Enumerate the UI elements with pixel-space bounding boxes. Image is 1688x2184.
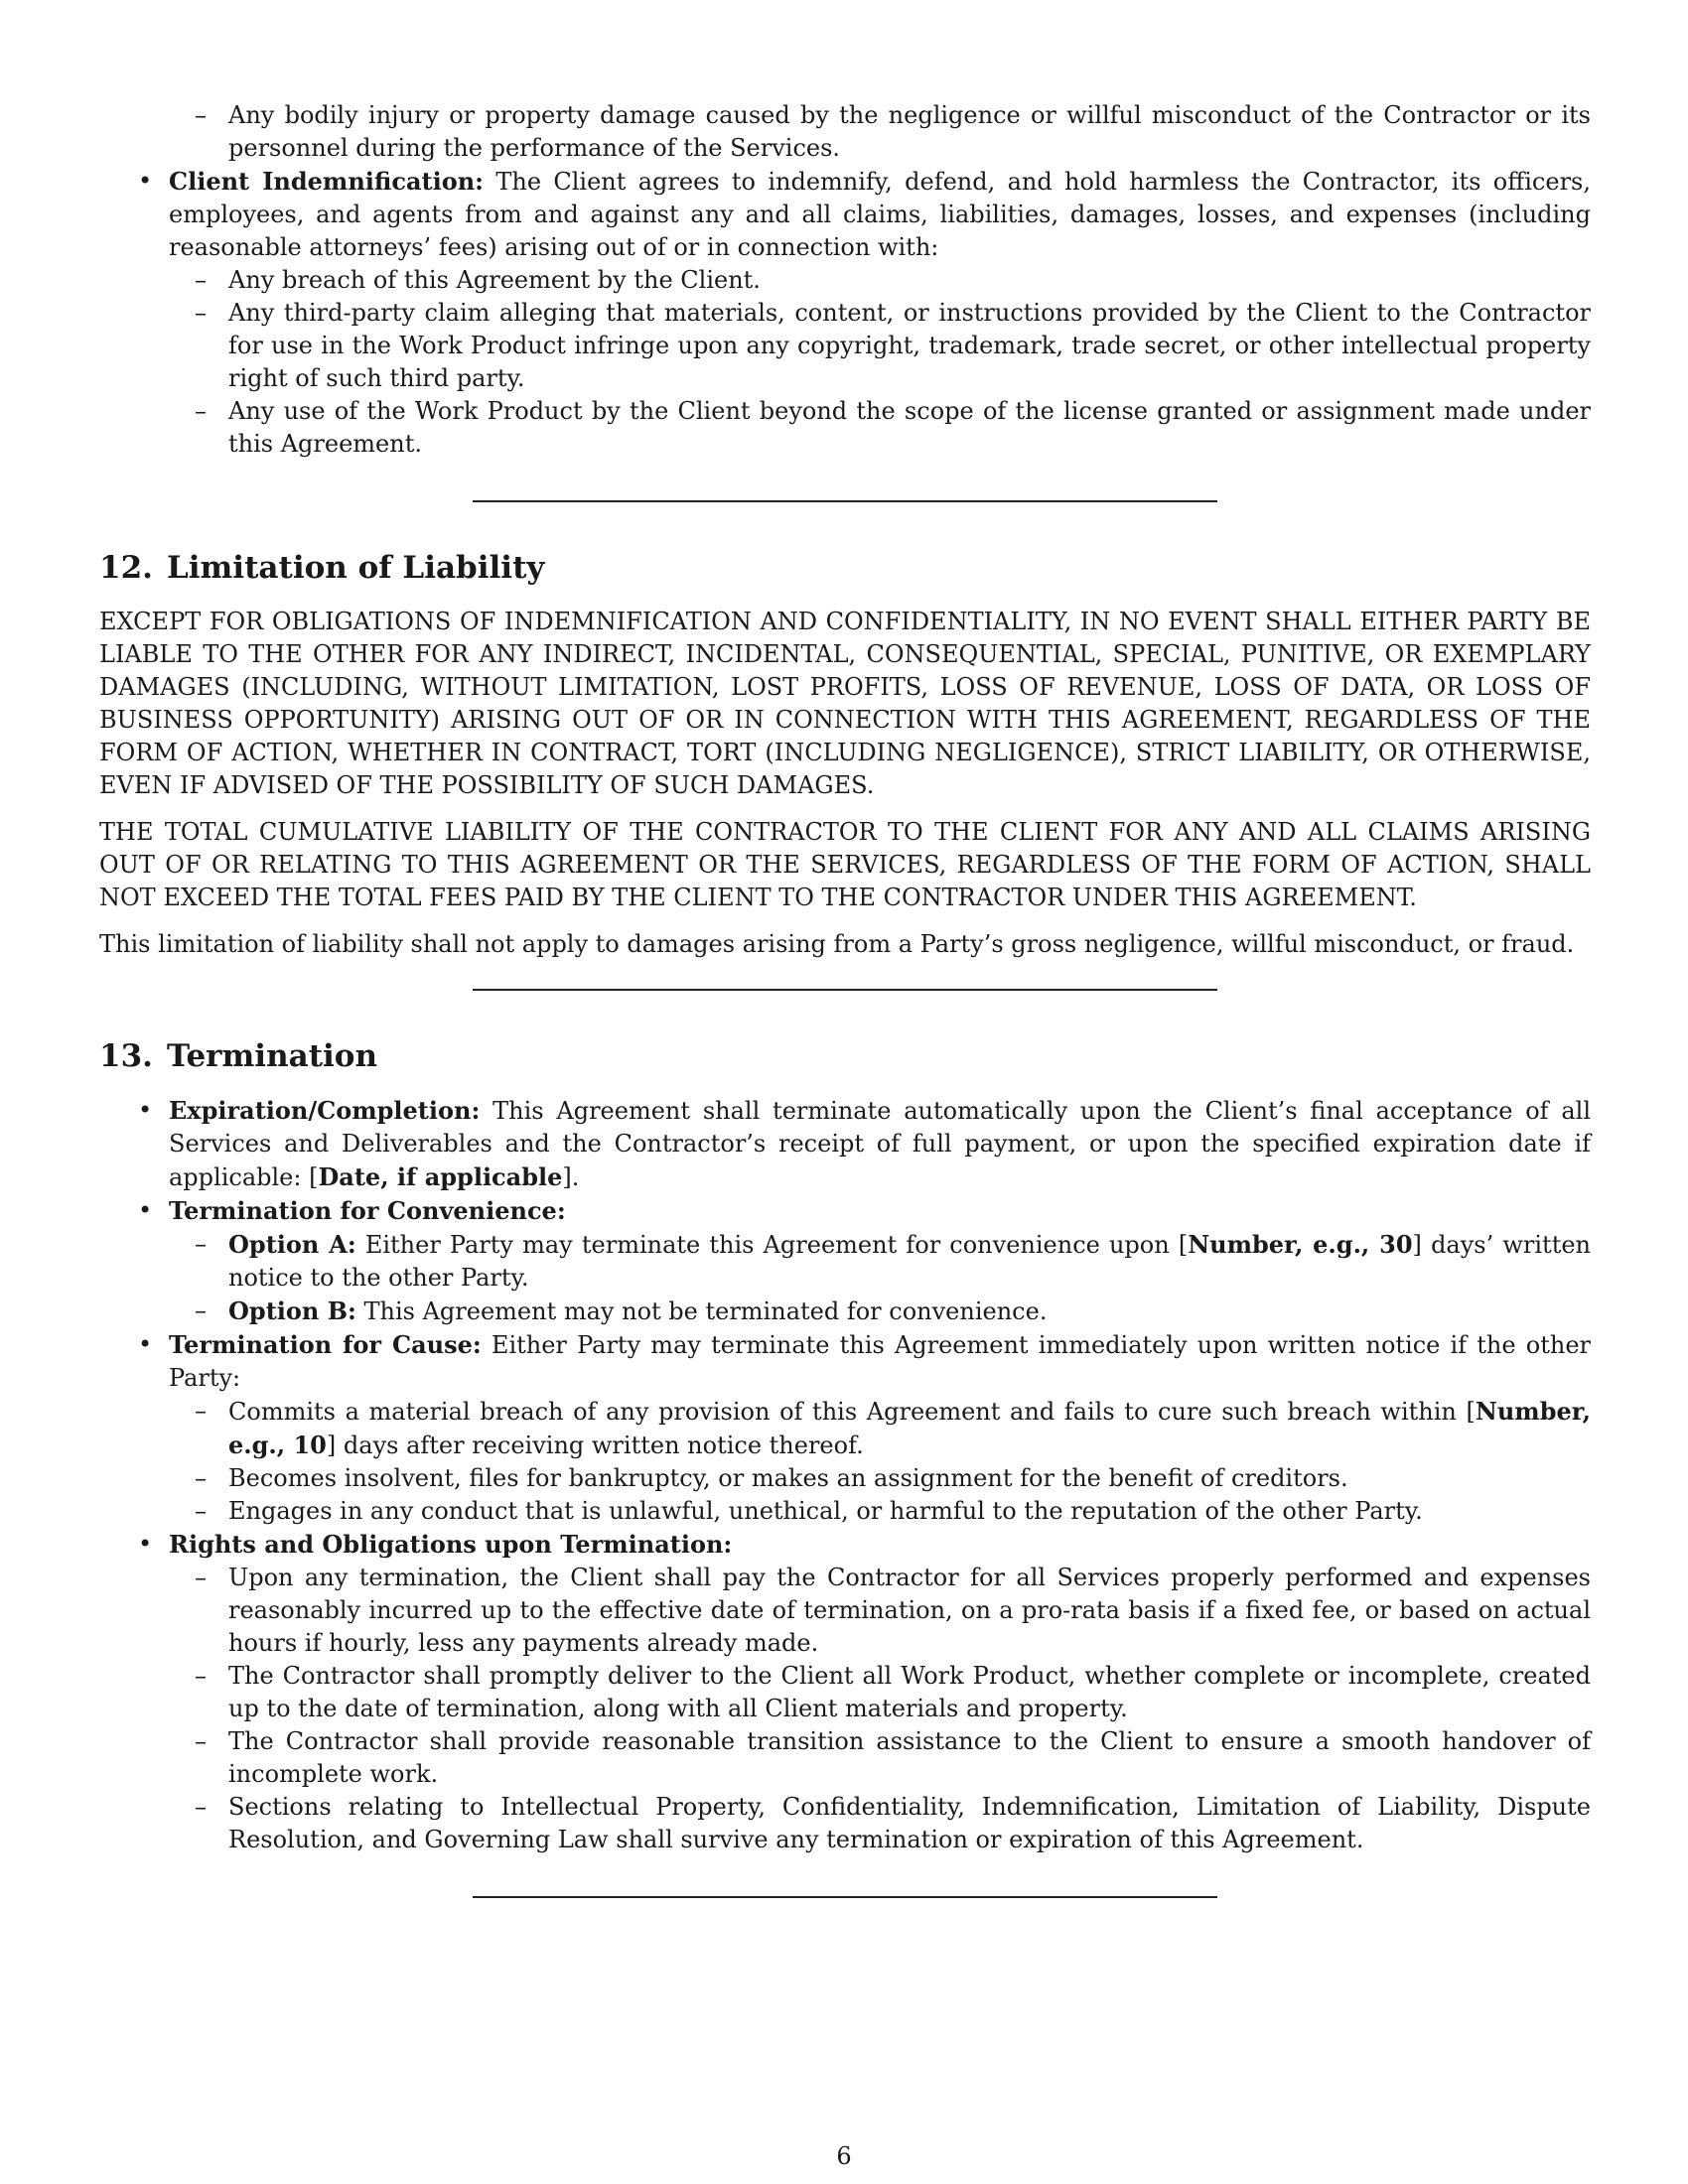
item-label: Termination for Convenience: [169, 1196, 566, 1225]
paragraph: EXCEPT FOR OBLIGATIONS OF INDEMNIFICATION AND CONFIDENTIALITY, IN NO EVENT SHALL EITHER PARTY BE LIABLE TO THE OTHER FOR ANY INDIRECT, INCIDENTAL, CONSEQUENTIAL, SPECIAL, PUNITIVE, OR EXEMPLARY DAMAGES (INCLUDING, WITHOUT LIMITATION, LOST PROFITS, LOSS OF REVENUE, LOSS OF DATA, OR LOSS OF BUSINESS OPPORTUNITY) ARISING OUT OF OR IN CONNECTION WITH THIS AGREEMENT, REGARDLESS OF THE FORM OF ACTION, WHETHER IN CONTRACT, TORT (INCLUDING NEGLIGENCE), STRICT LIABILITY, OR OTHERWISE, EVEN IF ADVISED OF THE POSSIBILITY OF SUCH DAMAGES. [99, 608, 1591, 799]
list-item-text: The Contractor shall promptly deliver to the Client all Work Product, whether complete or incomplete, created up to the date of termination, along with all Client materials and property. [228, 1662, 1591, 1722]
rights-item [99, 1528, 1591, 1856]
dash-marker: – [195, 1727, 207, 1755]
dash-marker: – [195, 397, 207, 425]
placeholder-text: Number, e.g., 30 [1188, 1230, 1413, 1259]
bullet-marker: • [138, 1530, 153, 1558]
rights-sublist [169, 1562, 1591, 1856]
item-label: Expiration/Completion: [169, 1096, 481, 1125]
list-item [169, 1228, 1591, 1295]
option-label: Option A: [228, 1230, 356, 1259]
item-label: Rights and Obligations upon Termination: [169, 1530, 733, 1559]
list-item-text: Commits a material breach of any provision of this Agreement and fails to cure such breach within [228, 1398, 1457, 1426]
section-number: 13. [99, 1038, 153, 1074]
dash-marker: – [195, 1297, 207, 1324]
list-item-text: Sections relating to Intellectual Property, Confidentiality, Indemnification, Limitation of Liability, Dispute Resolution, and Governing Law shall survive any termination or expiration of this Agreement. [228, 1793, 1591, 1853]
list-item [169, 1725, 1591, 1791]
list-item-text: Becomes insolvent, files for bankruptcy, or makes an assignment for the benefit of creditors. [228, 1464, 1348, 1492]
placeholder-bracket: ]. [562, 1163, 580, 1191]
list-item-text: days’ written notice to the other Party. [228, 1231, 1592, 1292]
placeholder-bracket: [ [1178, 1231, 1189, 1259]
bullet-marker: • [138, 1196, 153, 1224]
indemnification-sublist [169, 99, 1591, 165]
paragraph: This limitation of liability shall not apply to damages arising from a Party’s gross negligence, willful misconduct, or fraud. [99, 930, 1575, 958]
convenience-sublist [169, 1228, 1591, 1328]
section-title: Termination [166, 1038, 378, 1074]
list-item-text: Either Party may terminate this Agreement for convenience upon [364, 1231, 1170, 1259]
bullet-marker: • [138, 167, 153, 195]
item-label: Termination for Cause: [169, 1330, 482, 1359]
list-item-text: The Contractor shall provide reasonable transition assistance to the Client to ensure a smooth handover of incomplete work. [228, 1727, 1591, 1788]
list-item-text: Any bodily injury or property damage caused by the negligence or willful misconduct of the Contractor or its personnel during the performance of the Services. [228, 101, 1591, 162]
placeholder-text: Number, e.g., 10 [228, 1397, 1591, 1459]
placeholder-bracket: [ [1466, 1398, 1476, 1426]
list-item [169, 297, 1591, 395]
bullet-marker: • [138, 1330, 153, 1358]
list-item [169, 395, 1591, 461]
list-item [169, 1791, 1591, 1856]
list-item [169, 1562, 1591, 1660]
list-item [169, 99, 1591, 165]
dash-marker: – [195, 299, 207, 327]
item-text: Either Party may terminate this Agreement immediately upon written notice if the other Party: [169, 1331, 1591, 1392]
dash-marker: – [195, 1464, 207, 1492]
section-number: 12. [99, 550, 153, 586]
section-divider [473, 1896, 1217, 1898]
dash-marker: – [195, 1662, 207, 1690]
list-item-text: Any third-party claim alleging that materials, content, or instructions provided by the Client to the Contractor for use in the Work Product infringe upon any copyright, trademark, trade secret, or other intellectual property right of such third party. [228, 299, 1591, 392]
placeholder-bracket: ] [326, 1432, 337, 1459]
list-item-text: Upon any termination, the Client shall pay the Contractor for all Services properly performed and expenses reasonably incurred up to the effective date of termination, on a pro-rata basis if a fixed fee, or based on actual hours if hourly, less any payments already made. [228, 1564, 1591, 1657]
item-text: This Agreement shall terminate automatically upon the Client’s final acceptance of all Services and Deliverables and the Contractor’s receipt of full payment, or upon the specified expiration date if applicable: [169, 1097, 1591, 1191]
list-item-text: This Agreement may not be terminated for convenience. [363, 1297, 1048, 1325]
section-title: Limitation of Liability [166, 550, 545, 586]
list-item [169, 1295, 1591, 1328]
section-divider [473, 500, 1217, 502]
client-indemnification-item [99, 165, 1591, 461]
page-number: 6 [836, 2142, 852, 2170]
dash-marker: – [195, 1230, 207, 1258]
section-heading [99, 548, 1591, 588]
list-item [169, 1395, 1591, 1462]
dash-marker: – [195, 101, 207, 129]
list-item [169, 1462, 1591, 1495]
bullet-marker: • [138, 1096, 153, 1124]
list-item-text: Engages in any conduct that is unlawful, unethical, or harmful to the reputation of the other Party. [228, 1497, 1423, 1525]
list-item [169, 264, 1591, 297]
client-indemnification-sublist [169, 264, 1591, 461]
placeholder-text: Date, if applicable [318, 1162, 563, 1191]
convenience-item [99, 1194, 1591, 1328]
list-item [169, 1495, 1591, 1528]
paragraph: THE TOTAL CUMULATIVE LIABILITY OF THE CONTRACTOR TO THE CLIENT FOR ANY AND ALL CLAIMS ARISING OUT OF OR RELATING TO THIS AGREEMENT OR THE SERVICES, REGARDLESS OF THE FORM OF ACTION, SHALL NOT EXCEED THE TOTAL FEES PAID BY THE CLIENT TO THE CONTRACTOR UNDER THIS AGREEMENT. [99, 818, 1591, 911]
dash-marker: – [195, 1497, 207, 1525]
cause-item [99, 1328, 1591, 1528]
section-13-list [99, 1094, 1591, 1856]
item-label: Client Indemnification: [169, 167, 485, 196]
placeholder-bracket: [ [309, 1163, 319, 1191]
option-label: Option B: [228, 1297, 356, 1325]
list-item [169, 1660, 1591, 1725]
cause-sublist [169, 1395, 1591, 1528]
item-text: The Client agrees to indemnify, defend, and hold harmless the Contractor, its officers, employees, and agents from and against any and all claims, liabilities, damages, losses, and expenses (including reasonable attorneys’ fees) arising out of or in connection with: [169, 168, 1591, 261]
placeholder-bracket: ] [1412, 1231, 1422, 1259]
list-item-text: days after receiving written notice thereof. [343, 1432, 864, 1459]
list-item-text: Any use of the Work Product by the Client beyond the scope of the license granted or assignment made under this Agreement. [228, 397, 1591, 458]
dash-marker: – [195, 266, 207, 294]
document-page [99, 99, 1591, 1898]
dash-marker: – [195, 1397, 207, 1425]
list-item-text: Any breach of this Agreement by the Client. [228, 266, 761, 294]
dash-marker: – [195, 1564, 207, 1591]
section-divider [473, 989, 1217, 991]
section-11-list [99, 165, 1591, 461]
section-heading [99, 1036, 1591, 1076]
expiration-item [99, 1094, 1591, 1194]
dash-marker: – [195, 1793, 207, 1821]
